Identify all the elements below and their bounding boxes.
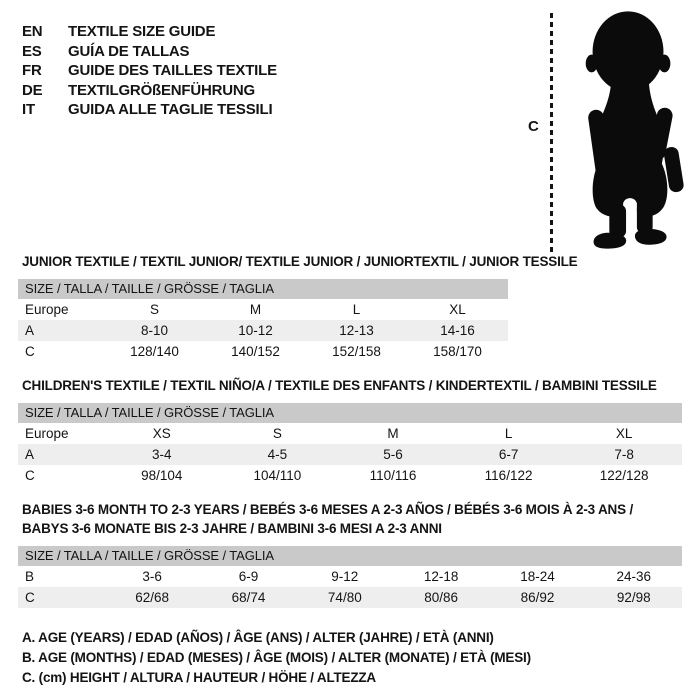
table-size-header: SIZE / TALLA / TAILLE / GRÖSSE / TAGLIA: [18, 546, 682, 566]
row-value: 14-16: [440, 322, 475, 338]
size-table: [18, 403, 682, 486]
row-value: 3-4: [152, 446, 172, 462]
table-row: [18, 341, 508, 362]
table-title-line: CHILDREN'S TEXTILE / TEXTIL NIÑO/A / TEXTILE DES ENFANTS / KINDERTEXTIL / BAMBINI TESSILE: [22, 377, 657, 393]
row-value: 10-12: [238, 322, 273, 338]
row-label: C: [25, 343, 35, 359]
language-code: DE: [22, 81, 43, 99]
size-table-section: [18, 376, 682, 486]
row-value: 7-8: [614, 446, 634, 462]
row-value: 92/98: [616, 589, 651, 605]
row-value: 104/110: [253, 467, 302, 483]
height-measure-line: [550, 13, 553, 252]
row-value: 152/158: [332, 343, 381, 359]
row-value: 12-18: [423, 568, 459, 584]
size-table: [18, 546, 682, 608]
table-row: [18, 299, 508, 320]
table-title: [22, 376, 682, 395]
toddler-silhouette-icon: [566, 8, 694, 252]
row-value: L: [504, 425, 513, 441]
size-table-section: [18, 500, 682, 608]
row-label: B: [25, 568, 35, 584]
language-code: FR: [22, 62, 42, 80]
size-table: [18, 279, 508, 362]
size-tables: [18, 252, 682, 608]
row-value: 86/92: [520, 589, 555, 605]
row-value: 140/152: [231, 343, 280, 359]
row-value: L: [352, 301, 361, 317]
size-table-section: [18, 252, 682, 362]
legend-note: B. AGE (MONTHS) / EDAD (MESES) / ÂGE (MOIS) / ALTER (MONATE) / ETÀ (MESI): [22, 649, 531, 665]
row-value: 5-6: [383, 446, 403, 462]
table-title-line: BABIES 3-6 MONTH TO 2-3 YEARS / BEBÉS 3-6 MESES A 2-3 AÑOS / BÉBÉS 3-6 MOIS À 2-3 ANS /: [22, 501, 633, 517]
height-measure-label: C: [528, 118, 539, 135]
row-value: 128/140: [130, 343, 179, 359]
table-title-line: BABYS 3-6 MONATE BIS 2-3 JAHRE / BAMBINI 3-6 MESI A 2-3 ANNI: [22, 520, 442, 536]
row-value: 24-36: [616, 568, 652, 584]
row-value: 122/128: [599, 467, 649, 483]
row-value: 6-9: [238, 568, 259, 584]
row-value: 6-7: [498, 446, 519, 462]
row-value: 98/104: [141, 467, 183, 483]
row-value: M: [249, 301, 262, 317]
legend-notes: [22, 628, 682, 688]
legend-note: A. AGE (YEARS) / EDAD (AÑOS) / ÂGE (ANS) / ALTER (JAHRE) / ETÀ (ANNI): [22, 629, 494, 645]
row-value: 9-12: [331, 568, 359, 584]
language-title: GUIDA ALLE TAGLIE TESSILI: [68, 101, 273, 119]
table-row: [18, 566, 682, 587]
row-value: 12-13: [339, 322, 374, 338]
row-label: A: [25, 446, 35, 462]
language-title: GUÍA DE TALLAS: [68, 42, 190, 60]
row-value: 68/74: [231, 589, 266, 605]
language-code: IT: [22, 101, 35, 119]
child-figure: [526, 8, 696, 256]
row-value: 4-5: [267, 446, 288, 462]
row-label: Europe: [25, 301, 69, 317]
row-value: S: [272, 425, 282, 441]
row-value: 8-10: [140, 322, 169, 338]
row-value: 62/68: [135, 589, 170, 605]
row-value: 18-24: [520, 568, 555, 584]
table-size-header: SIZE / TALLA / TAILLE / GRÖSSE / TAGLIA: [18, 279, 508, 299]
language-title: TEXTILE SIZE GUIDE: [68, 23, 216, 40]
table-row: [18, 320, 508, 341]
language-code: ES: [22, 42, 42, 60]
row-label: A: [25, 322, 35, 338]
row-value: 80/86: [424, 589, 459, 605]
language-code: EN: [22, 23, 43, 40]
legend-note: C. (cm) HEIGHT / ALTURA / HAUTEUR / HÖHE / ALTEZZA: [22, 669, 376, 685]
language-title: GUIDE DES TAILLES TEXTILE: [68, 62, 277, 80]
table-row: [18, 587, 682, 608]
row-value: S: [149, 301, 159, 317]
row-value: 110/116: [369, 467, 417, 483]
row-value: 3-6: [142, 568, 162, 584]
row-value: M: [387, 425, 399, 441]
row-value: 74/80: [327, 589, 362, 605]
table-row: [18, 423, 682, 444]
row-label: C: [25, 467, 35, 483]
row-value: XL: [615, 425, 633, 441]
row-value: XS: [152, 425, 171, 441]
table-size-header: SIZE / TALLA / TAILLE / GRÖSSE / TAGLIA: [18, 403, 682, 423]
table-row: [18, 444, 682, 465]
row-value: 158/170: [433, 343, 482, 359]
row-label: Europe: [25, 425, 69, 441]
row-label: C: [25, 589, 35, 605]
row-value: XL: [449, 301, 466, 317]
language-title: TEXTILGRÖßENFÜHRUNG: [68, 81, 256, 99]
table-row: [18, 465, 682, 486]
table-title: [22, 500, 682, 538]
row-value: 116/122: [484, 467, 533, 483]
table-title-line: JUNIOR TEXTILE / TEXTIL JUNIOR/ TEXTILE JUNIOR / JUNIORTEXTIL / JUNIOR TESSILE: [22, 253, 578, 269]
